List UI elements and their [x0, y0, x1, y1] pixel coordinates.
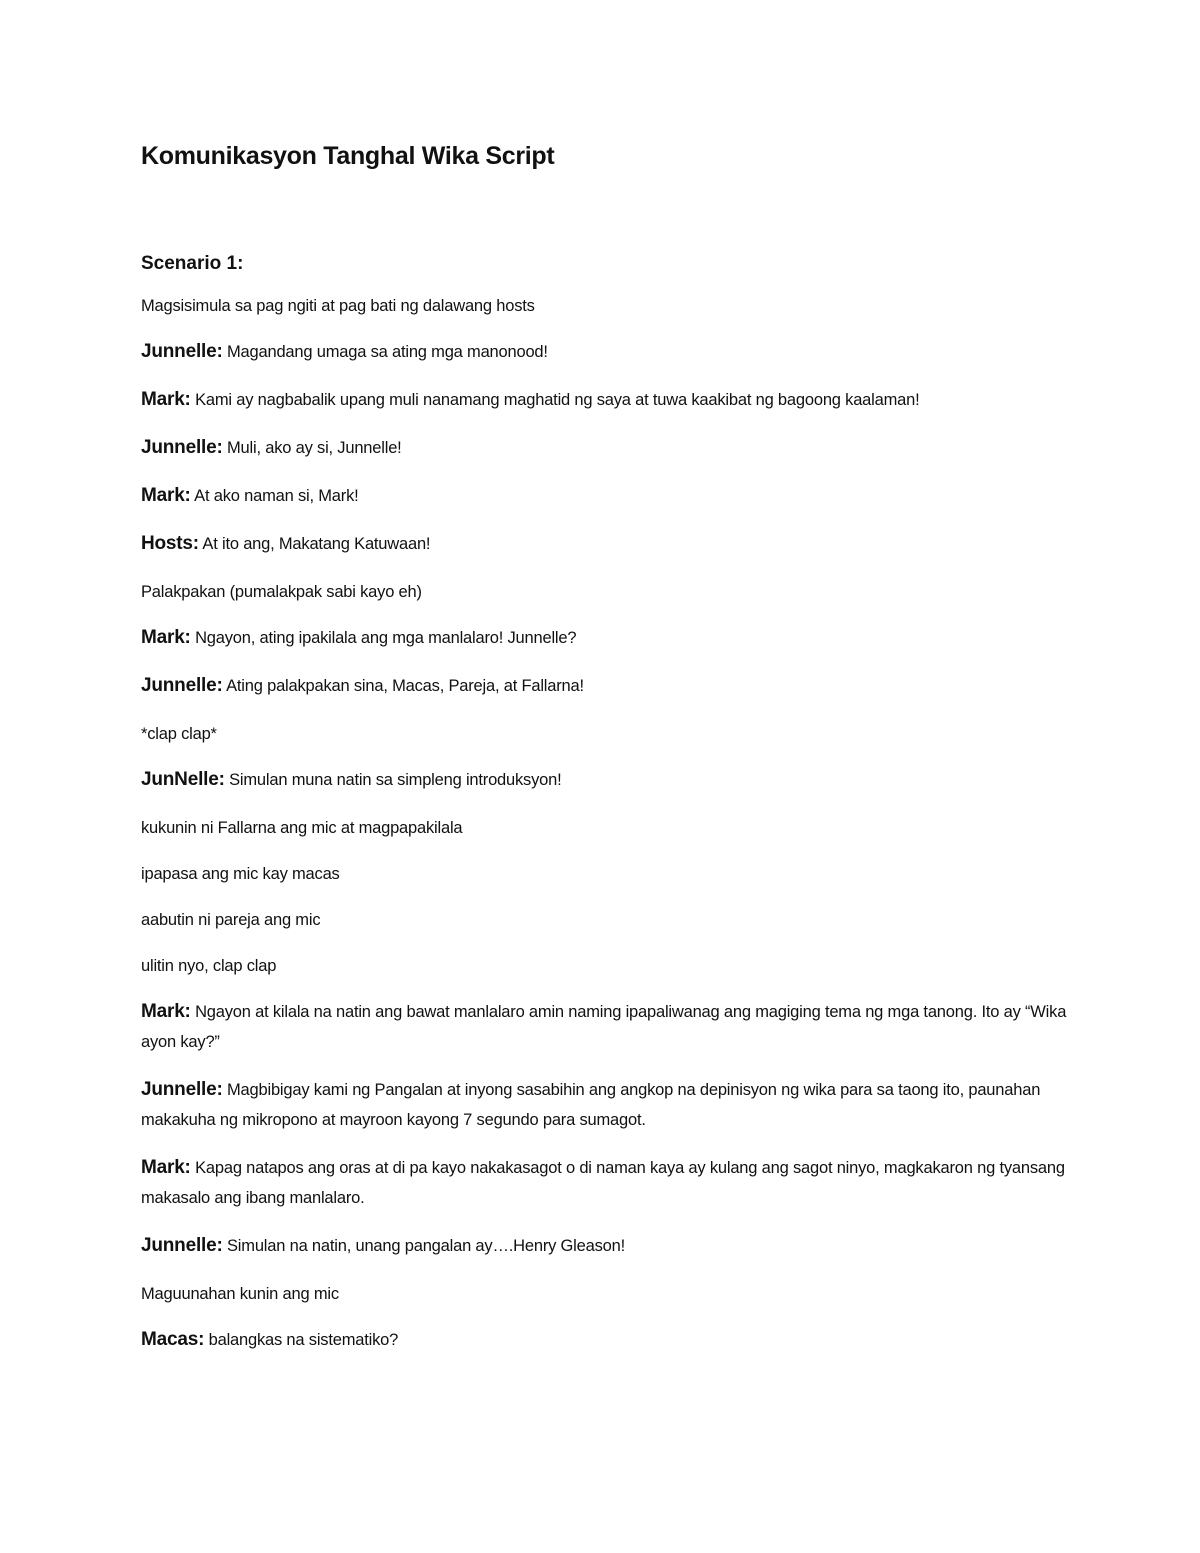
dialogue-line [141, 1153, 1071, 1213]
line-text: Simulan muna natin sa simpleng introduksyon! [229, 771, 562, 789]
speaker-label: Junnelle: [141, 1079, 223, 1100]
speaker-label: Mark: [141, 627, 191, 648]
speaker-label: Macas: [141, 1329, 205, 1350]
line-text: Magsisimula sa pag ngiti at pag bati ng dalawang hosts [141, 297, 535, 315]
dialogue-line [141, 1231, 1071, 1261]
line-text: Simulan na natin, unang pangalan ay….Henry Gleason! [227, 1237, 625, 1255]
document-title: Komunikasyon Tanghal Wika Script [141, 142, 555, 170]
stage-direction [141, 291, 1071, 321]
speaker-label: Mark: [141, 485, 191, 506]
dialogue-line [141, 385, 1071, 415]
dialogue-line [141, 1325, 1071, 1355]
stage-direction [141, 577, 1071, 607]
speaker-label: Hosts: [141, 533, 199, 554]
line-text: balangkas na sistematiko? [208, 1331, 399, 1349]
dialogue-line [141, 481, 1071, 511]
dialogue-line [141, 433, 1071, 463]
dialogue-line [141, 997, 1071, 1057]
line-text: *clap clap* [141, 725, 217, 743]
speaker-label: Junnelle: [141, 341, 223, 362]
dialogue-line [141, 1075, 1071, 1135]
document-page [141, 142, 1071, 1373]
line-text: Kapag natapos ang oras at di pa kayo nakakasagot o di naman kaya ay kulang ang sagot ninyo, magkakaron ng tyansang makasalo ang ibang manlalaro. [141, 1159, 1065, 1207]
line-text: Ngayon at kilala na natin ang bawat manlalaro amin naming ipapaliwanag ang magiging tema ng mga tanong. Ito ay “Wika ayon kay?” [141, 1003, 1067, 1051]
speaker-label: Mark: [141, 1157, 191, 1178]
line-text: Ngayon, ating ipakilala ang mga manlalaro! Junnelle? [195, 629, 577, 647]
stage-direction [141, 719, 1071, 749]
scenario-heading: Scenario 1: [141, 253, 244, 274]
line-text: kukunin ni Fallarna ang mic at magpapakilala [141, 819, 463, 837]
dialogue-line [141, 337, 1071, 367]
speaker-label: Mark: [141, 389, 191, 410]
stage-direction [141, 1279, 1071, 1309]
script-lines [141, 291, 1071, 1355]
line-text: Magbibigay kami ng Pangalan at inyong sasabihin ang angkop na depinisyon ng wika para sa taong ito, paunahan makakuha ng mikropono at mayroon kayong 7 segundo para sumagot. [141, 1081, 1041, 1129]
stage-direction [141, 813, 1071, 843]
speaker-label: Junnelle: [141, 675, 223, 696]
dialogue-line [141, 765, 1071, 795]
line-text: Palakpakan (pumalakpak sabi kayo eh) [141, 583, 422, 601]
dialogue-line [141, 671, 1071, 701]
stage-direction [141, 951, 1071, 981]
line-text: aabutin ni pareja ang mic [141, 911, 321, 929]
line-text: Maguunahan kunin ang mic [141, 1285, 339, 1303]
line-text: ipapasa ang mic kay macas [141, 865, 340, 883]
speaker-label: Mark: [141, 1001, 191, 1022]
line-text: Muli, ako ay si, Junnelle! [227, 439, 402, 457]
speaker-label: Junnelle: [141, 437, 223, 458]
speaker-label: Junnelle: [141, 1235, 223, 1256]
stage-direction [141, 859, 1071, 889]
dialogue-line [141, 529, 1071, 559]
line-text: Kami ay nagbabalik upang muli nanamang maghatid ng saya at tuwa kaakibat ng bagoong kaalaman! [195, 391, 920, 409]
line-text: Ating palakpakan sina, Macas, Pareja, at Fallarna! [226, 677, 584, 695]
line-text: At ako naman si, Mark! [194, 487, 359, 505]
speaker-label: JunNelle: [141, 769, 225, 790]
line-text: Magandang umaga sa ating mga manonood! [227, 343, 548, 361]
line-text: ulitin nyo, clap clap [141, 957, 277, 975]
dialogue-line [141, 623, 1071, 653]
stage-direction [141, 905, 1071, 935]
line-text: At ito ang, Makatang Katuwaan! [202, 535, 431, 553]
